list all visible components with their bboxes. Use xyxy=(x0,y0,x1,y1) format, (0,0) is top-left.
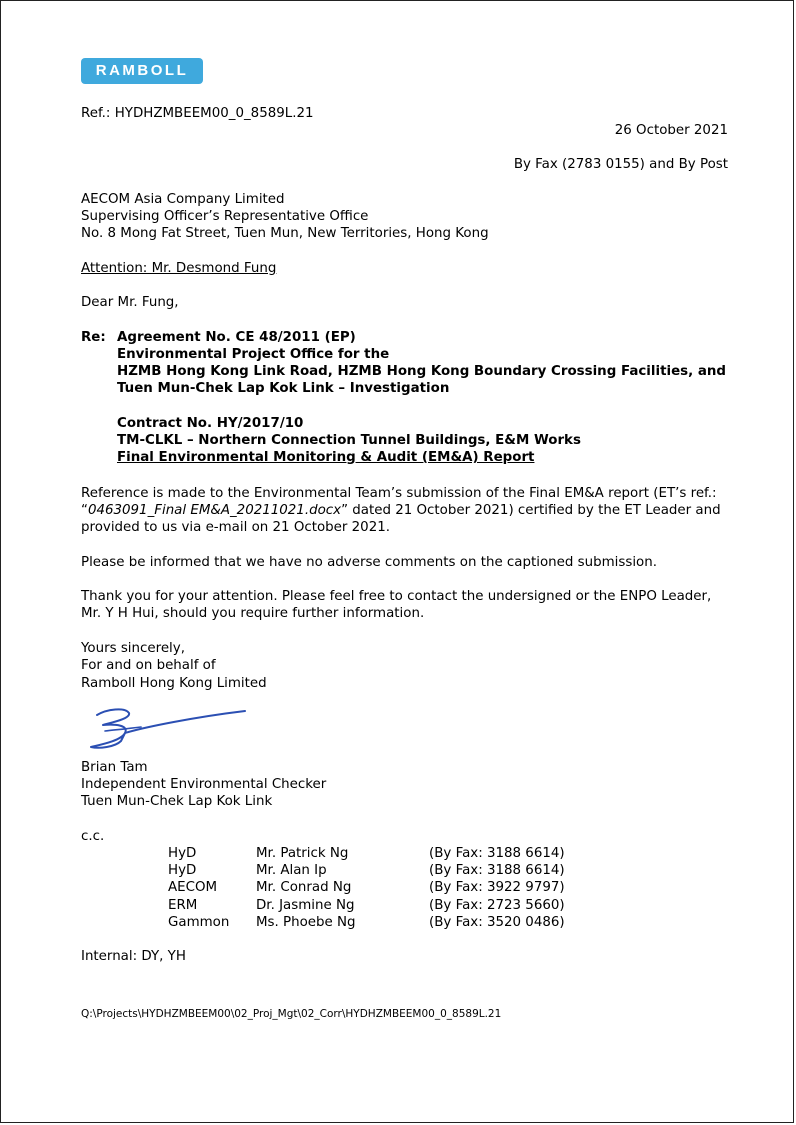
addressee-address: No. 8 Mong Fat Street, Tuen Mun, New Territories, Hong Kong xyxy=(81,226,489,241)
et-file-reference: 0463091_Final EM&A_20211021.docx xyxy=(87,503,342,518)
signer-name: Brian Tam xyxy=(81,760,148,775)
re-label: Re: xyxy=(81,330,106,345)
signer-project: Tuen Mun-Chek Lap Kok Link xyxy=(81,794,273,809)
re-project-office: Environmental Project Office for the xyxy=(117,347,390,362)
cc-fax: (By Fax: 3188 6614) xyxy=(429,863,565,878)
delivery-method: By Fax (2783 0155) and By Post xyxy=(513,157,728,172)
body-paragraph-2: Please be informed that we have no adverse comments on the captioned submission. xyxy=(81,555,657,570)
letter-date: 26 October 2021 xyxy=(614,123,728,138)
cc-name: Mr. Patrick Ng xyxy=(256,846,349,861)
signer-title: Independent Environmental Checker xyxy=(81,777,327,792)
cc-fax: (By Fax: 3520 0486) xyxy=(429,915,565,930)
cc-name: Mr. Conrad Ng xyxy=(256,880,352,895)
cc-label: c.c. xyxy=(81,829,105,844)
cc-name: Dr. Jasmine Ng xyxy=(256,898,355,913)
cc-org: ERM xyxy=(168,898,198,913)
re-project-scope: HZMB Hong Kong Link Road, HZMB Hong Kong Boundary Crossing Facilities, and xyxy=(117,364,727,379)
cc-fax: (By Fax: 2723 5660) xyxy=(429,898,565,913)
re-agreement: Agreement No. CE 48/2011 (EP) xyxy=(117,330,356,345)
body-paragraph-1-line-2: “0463091_Final EM&A_20211021.docx” dated 21 October 2021) certified by the ET Leader and xyxy=(81,503,721,518)
addressee-office: Supervising Officer’s Representative Office xyxy=(81,209,369,224)
body-paragraph-1-line-3: provided to us via e-mail on 21 October 2021. xyxy=(81,520,390,535)
salutation: Dear Mr. Fung, xyxy=(81,295,179,310)
re-report-title: Final Environmental Monitoring & Audit (EM&A) Report xyxy=(117,450,535,465)
body-paragraph-1-line-1: Reference is made to the Environmental Team’s submission of the Final EM&A report (ET’s ref.: xyxy=(81,486,717,501)
re-contract-works: TM-CLKL – Northern Connection Tunnel Buildings, E&M Works xyxy=(117,433,581,448)
ramboll-logo: RAMBOLL xyxy=(81,58,203,84)
body-paragraph-3-line-2: Mr. Y H Hui, should you require further information. xyxy=(81,606,425,621)
cc-org: Gammon xyxy=(168,915,230,930)
handwritten-signature xyxy=(85,703,250,755)
cc-org: AECOM xyxy=(168,880,218,895)
re-project-link: Tuen Mun-Chek Lap Kok Link – Investigation xyxy=(117,381,450,396)
closing-line-1: Yours sincerely, xyxy=(81,641,185,656)
cc-org: HyD xyxy=(168,863,197,878)
cc-name: Mr. Alan Ip xyxy=(256,863,327,878)
cc-name: Ms. Phoebe Ng xyxy=(256,915,356,930)
cc-fax: (By Fax: 3922 9797) xyxy=(429,880,565,895)
closing-line-3: Ramboll Hong Kong Limited xyxy=(81,676,267,691)
reference-number: Ref.: HYDHZMBEEM00_0_8589L.21 xyxy=(81,106,314,121)
closing-line-2: For and on behalf of xyxy=(81,658,216,673)
file-path-footer: Q:\Projects\HYDHZMBEEM00\02_Proj_Mgt\02_Corr\HYDHZMBEEM00_0_8589L.21 xyxy=(81,1008,502,1020)
cc-fax: (By Fax: 3188 6614) xyxy=(429,846,565,861)
body-paragraph-3-line-1: Thank you for your attention. Please feel free to contact the undersigned or the ENPO Leader, xyxy=(81,589,712,604)
cc-org: HyD xyxy=(168,846,197,861)
re-contract: Contract No. HY/2017/10 xyxy=(117,416,304,431)
attention-line: Attention: Mr. Desmond Fung xyxy=(81,261,277,276)
addressee-company: AECOM Asia Company Limited xyxy=(81,192,285,207)
internal-distribution: Internal: DY, YH xyxy=(81,949,186,964)
